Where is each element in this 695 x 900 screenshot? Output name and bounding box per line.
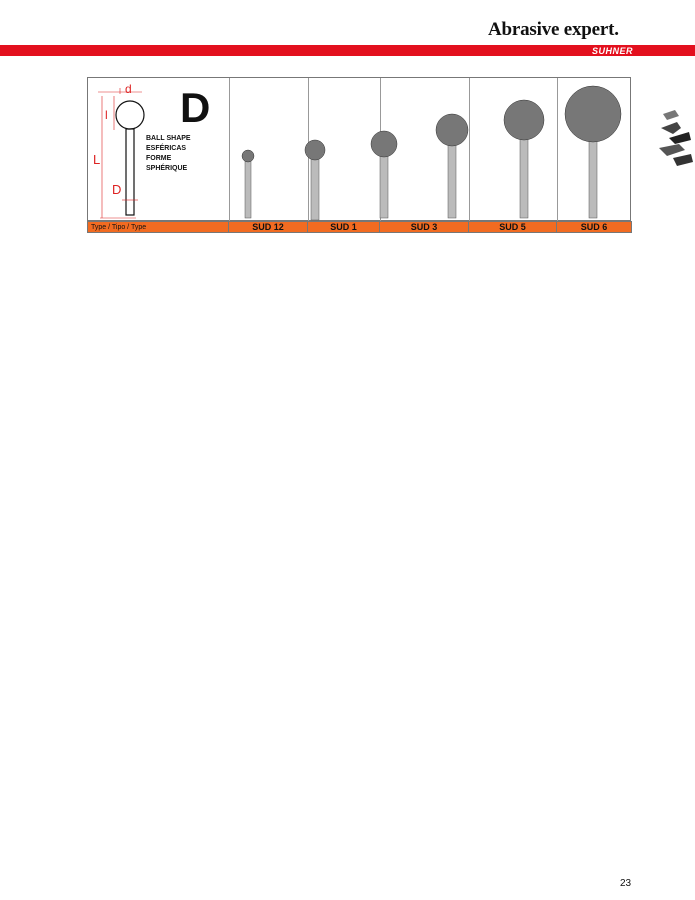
code-cell: SUD 12: [229, 222, 308, 233]
ball-dimension-schematic: [92, 82, 148, 222]
decorative-burr-cluster-icon: [655, 108, 695, 180]
shape-letter: D: [180, 84, 211, 131]
burr-image-sud-12: [238, 148, 258, 220]
row-label-type: Type / Tipo / Type: [88, 222, 229, 233]
suhner-logo: SUHNER: [585, 44, 640, 57]
code-cell: SUD 5: [469, 222, 557, 233]
dim-label-l: l: [105, 108, 108, 122]
code-cell: SUD 6: [557, 222, 632, 233]
spec-table: [87, 221, 632, 233]
burr-image-sud-3: [367, 128, 401, 220]
burr-image-sud-6: [500, 98, 548, 220]
image-panel: [87, 77, 631, 221]
burr-image-sud-1: [301, 138, 329, 222]
dim-label-d: d: [125, 82, 132, 96]
code-cell: SUD 3: [380, 222, 469, 233]
burr-image-sud-5: [432, 112, 472, 220]
shape-names: BALL SHAPE ESFÉRICAS FORME SPHÉRIQUE: [146, 135, 191, 172]
brand-slogan: Abrasive expert.: [488, 19, 619, 40]
section-ball-shape: [87, 77, 631, 322]
code-cell: SUD 1: [308, 222, 380, 233]
dim-label-L: L: [93, 152, 101, 167]
burr-image-sud-9: [563, 84, 623, 220]
page-number: 23: [620, 878, 632, 889]
dim-label-D: D: [112, 182, 122, 197]
